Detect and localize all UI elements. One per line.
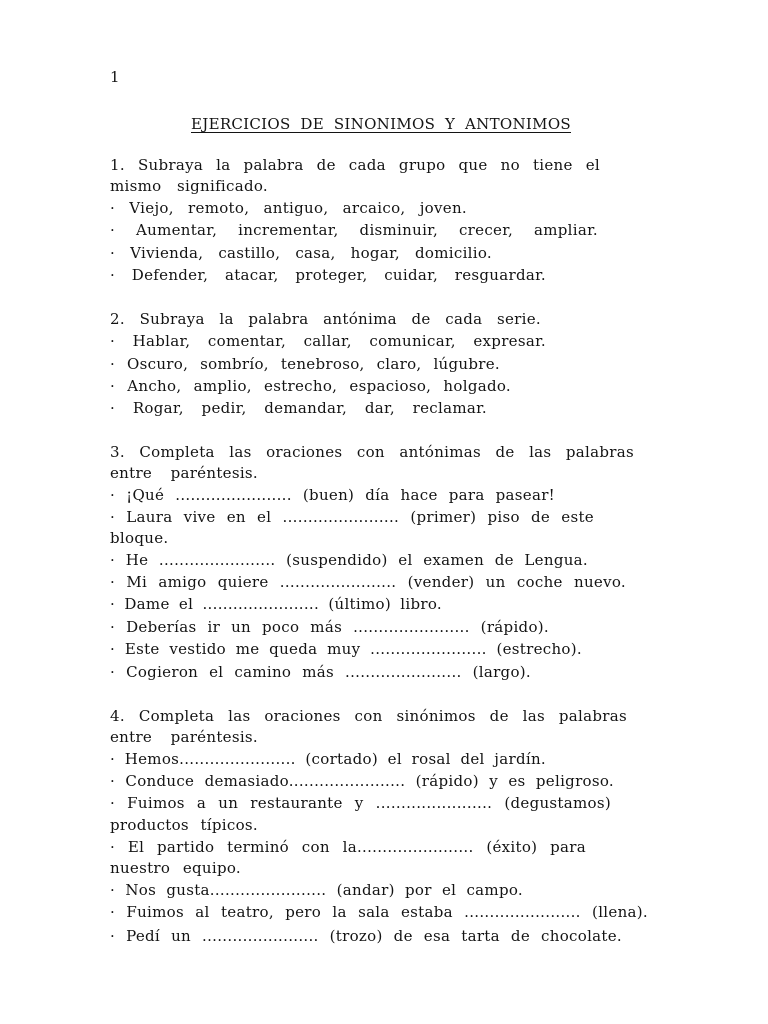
exercise-3-item: · Mi amigo quiere ....................... (vender) un coche nuevo. bbox=[110, 573, 626, 591]
exercise-1-item: · Defender, atacar, proteger, cuidar, resguardar. bbox=[110, 266, 546, 284]
page-title: EJERCICIOS DE SINONIMOS Y ANTONIMOS bbox=[191, 115, 571, 133]
exercise-3-item-continuation: bloque. bbox=[110, 529, 169, 547]
exercise-2-item: · Rogar, pedir, demandar, dar, reclamar. bbox=[110, 399, 487, 417]
exercise-3-instruction: entre paréntesis. bbox=[110, 464, 258, 482]
exercise-4-item: · Hemos....................... (cortado) el rosal del jardín. bbox=[110, 750, 546, 768]
exercise-4-item: · Conduce demasiado....................... (rápido) y es peligroso. bbox=[110, 772, 614, 790]
exercise-4-instruction: entre paréntesis. bbox=[110, 728, 258, 746]
exercise-1-item: · Aumentar, incrementar, disminuir, crecer, ampliar. bbox=[110, 221, 598, 239]
exercise-4-instruction: 4. Completa las oraciones con sinónimos de las palabras bbox=[110, 707, 627, 725]
exercise-4-item: · Fuimos al teatro, pero la sala estaba ....................... (llena). bbox=[110, 903, 648, 921]
exercise-3-item: · He ....................... (suspendido) el examen de Lengua. bbox=[110, 551, 588, 569]
exercise-3-item: · Dame el ....................... (último) libro. bbox=[110, 595, 442, 613]
exercise-2-item: · Ancho, amplio, estrecho, espacioso, holgado. bbox=[110, 377, 511, 395]
exercise-4-item: · Nos gusta....................... (andar) por el campo. bbox=[110, 881, 523, 899]
exercise-3-item: · Deberías ir un poco más ....................... (rápido). bbox=[110, 618, 549, 636]
exercise-2-item: · Hablar, comentar, callar, comunicar, expresar. bbox=[110, 332, 546, 350]
page-number: 1 bbox=[110, 68, 120, 86]
exercise-3-item: · ¡Qué ....................... (buen) día hace para pasear! bbox=[110, 486, 555, 504]
exercise-4-item: · El partido terminó con la....................... (éxito) para bbox=[110, 838, 586, 856]
exercise-3-instruction: 3. Completa las oraciones con antónimas de las palabras bbox=[110, 443, 634, 461]
exercise-4-item-continuation: productos típicos. bbox=[110, 816, 258, 834]
exercise-3-item: · Laura vive en el ....................... (primer) piso de este bbox=[110, 508, 594, 526]
exercise-1-item: · Viejo, remoto, antiguo, arcaico, joven. bbox=[110, 199, 467, 217]
exercise-1-item: · Vivienda, castillo, casa, hogar, domicilio. bbox=[110, 244, 492, 262]
exercise-2-item: · Oscuro, sombrío, tenebroso, claro, lúgubre. bbox=[110, 355, 500, 373]
exercise-3-item: · Este vestido me queda muy ....................... (estrecho). bbox=[110, 640, 582, 658]
exercise-2-instruction: 2. Subraya la palabra antónima de cada serie. bbox=[110, 310, 541, 328]
exercise-4-item: · Fuimos a un restaurante y ....................... (degustamos) bbox=[110, 794, 611, 812]
exercise-1-instruction: mismo significado. bbox=[110, 177, 268, 195]
exercise-4-item-continuation: nuestro equipo. bbox=[110, 859, 241, 877]
exercise-3-item: · Cogieron el camino más ....................... (largo). bbox=[110, 663, 531, 681]
exercise-1-instruction: 1. Subraya la palabra de cada grupo que no tiene el bbox=[110, 156, 600, 174]
exercise-4-item: · Pedí un ....................... (trozo) de esa tarta de chocolate. bbox=[110, 927, 622, 945]
